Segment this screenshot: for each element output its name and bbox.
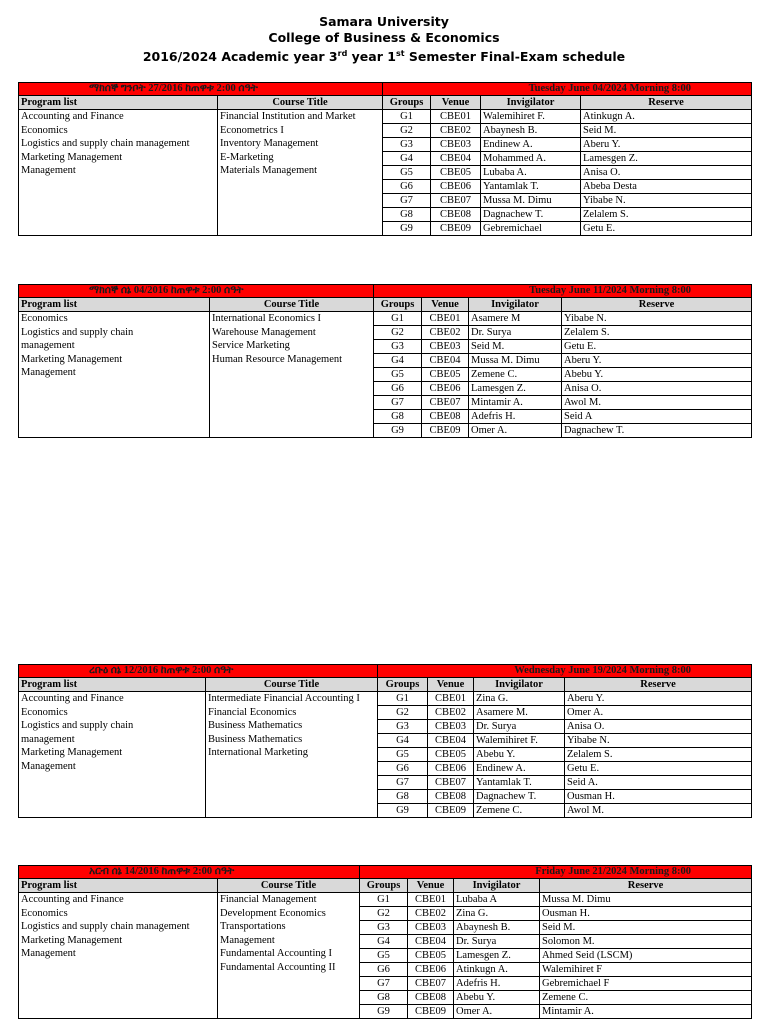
- table-row: [19, 893, 752, 907]
- group-cell: G5: [360, 949, 408, 963]
- gregorian-date: Tuesday June 11/2024 Morning 8:00: [374, 285, 752, 298]
- venue-cell: CBE06: [428, 762, 474, 776]
- group-cell: G9: [383, 222, 431, 236]
- reserve-cell: Abebu Y.: [562, 368, 752, 382]
- group-cell: G3: [374, 340, 422, 354]
- invigilator-cell: Zemene C.: [474, 804, 565, 818]
- reserve-cell: Lamesgen Z.: [581, 152, 752, 166]
- program-item: Logistics and supply chain management: [21, 921, 190, 932]
- invigilator-cell: Atinkugn A.: [454, 963, 540, 977]
- column-header-row: [19, 678, 752, 692]
- reserve-cell: Gebremichael F: [540, 977, 752, 991]
- venue-cell: CBE04: [431, 152, 481, 166]
- venue-cell: CBE02: [428, 706, 474, 720]
- col-header-program: Program list: [19, 678, 206, 692]
- group-cell: G6: [360, 963, 408, 977]
- group-cell: G8: [378, 790, 428, 804]
- group-cell: G1: [378, 692, 428, 706]
- reserve-cell: Seid A.: [565, 776, 752, 790]
- reserve-cell: Solomon M.: [540, 935, 752, 949]
- ethiopic-date: አርብ ሰኔ 14/2016 ከጠዋቱ 2:00 ሰዓት: [19, 866, 360, 879]
- group-cell: G4: [378, 734, 428, 748]
- group-cell: G7: [378, 776, 428, 790]
- exam-block-3: [18, 664, 751, 818]
- invigilator-cell: Abebu Y.: [474, 748, 565, 762]
- course-item: International Economics I: [212, 313, 322, 324]
- page-header: [0, 14, 768, 65]
- col-header-venue: Venue: [431, 96, 481, 110]
- col-header-groups: Groups: [360, 879, 408, 893]
- column-header-row: [19, 879, 752, 893]
- reserve-cell: Anisa O.: [562, 382, 752, 396]
- invigilator-cell: Omer A.: [454, 1005, 540, 1019]
- invigilator-cell: Mohammed A.: [481, 152, 581, 166]
- invigilator-cell: Dagnachew T.: [474, 790, 565, 804]
- group-cell: G3: [378, 720, 428, 734]
- invigilator-cell: Abaynesh B.: [454, 921, 540, 935]
- invigilator-cell: Dr. Surya: [454, 935, 540, 949]
- course-title-cell: [210, 312, 374, 438]
- invigilator-cell: Seid M.: [469, 340, 562, 354]
- invigilator-cell: Dr. Surya: [474, 720, 565, 734]
- col-header-course: Course Title: [218, 96, 383, 110]
- invigilator-cell: Endinew A.: [474, 762, 565, 776]
- program-item: Logistics and supply chain: [21, 326, 134, 338]
- exam-block-2: [18, 284, 751, 438]
- program-item: Management: [21, 165, 76, 176]
- invigilator-cell: Asamere M: [469, 312, 562, 326]
- course-item: Business Mathematics: [208, 720, 303, 731]
- program-item: Economics: [21, 124, 68, 136]
- venue-cell: CBE09: [428, 804, 474, 818]
- col-header-program: Program list: [19, 96, 218, 110]
- course-item: Development Economics: [220, 907, 326, 919]
- schedule-table: [18, 82, 752, 236]
- reserve-cell: Aberu Y.: [562, 354, 752, 368]
- reserve-cell: Yibabe N.: [565, 734, 752, 748]
- group-cell: G4: [383, 152, 431, 166]
- program-list-cell: [19, 110, 218, 236]
- program-item: Management: [21, 760, 76, 772]
- venue-cell: CBE05: [431, 166, 481, 180]
- reserve-cell: Getu E.: [565, 762, 752, 776]
- col-header-course: Course Title: [218, 879, 360, 893]
- invigilator-cell: Adefris H.: [454, 977, 540, 991]
- column-header-row: [19, 96, 752, 110]
- group-cell: G7: [383, 194, 431, 208]
- reserve-cell: Yibabe N.: [581, 194, 752, 208]
- course-item: Fundamental Accounting I: [220, 948, 332, 959]
- course-item: Financial Economics: [208, 706, 297, 718]
- invigilator-cell: Mintamir A.: [469, 396, 562, 410]
- university-title: Samara University: [319, 14, 449, 29]
- group-cell: G7: [360, 977, 408, 991]
- invigilator-cell: Zemene C.: [469, 368, 562, 382]
- invigilator-cell: Abebu Y.: [454, 991, 540, 1005]
- group-cell: G5: [383, 166, 431, 180]
- reserve-cell: Mussa M. Dimu: [540, 893, 752, 907]
- program-item: Management: [21, 948, 76, 959]
- invigilator-cell: Mussa M. Dimu: [481, 194, 581, 208]
- venue-cell: CBE08: [431, 208, 481, 222]
- program-item: Marketing Management: [21, 353, 123, 365]
- group-cell: G1: [374, 312, 422, 326]
- course-item: Econometrics I: [220, 124, 284, 136]
- invigilator-cell: Adefris H.: [469, 410, 562, 424]
- col-header-course: Course Title: [206, 678, 378, 692]
- program-item: Logistics and supply chain: [21, 720, 134, 731]
- col-header-venue: Venue: [408, 879, 454, 893]
- course-item: E-Marketing: [220, 151, 274, 163]
- schedule-table: [18, 865, 752, 1019]
- course-item: Fundamental Accounting II: [220, 961, 336, 973]
- ethiopic-date: ማክሰኞ ግንቦት 27/2016 ከጠዋቱ 2:00 ሰዓት: [19, 83, 383, 96]
- course-title-cell: [218, 893, 360, 1019]
- program-item: Marketing Management: [21, 934, 123, 946]
- date-row: [19, 665, 752, 678]
- ethiopic-date: ማክሰኞ ሰኔ 04/2016 ከጠዋቱ 2:00 ሰዓት: [19, 285, 374, 298]
- reserve-cell: Ousman H.: [565, 790, 752, 804]
- invigilator-cell: Yantamlak T.: [474, 776, 565, 790]
- col-header-reserve: Reserve: [581, 96, 752, 110]
- course-item: Warehouse Management: [212, 326, 316, 338]
- course-item: Service Marketing: [212, 340, 290, 351]
- reserve-cell: Zelalem S.: [565, 748, 752, 762]
- program-item: Accounting and Finance: [21, 693, 124, 704]
- column-header-row: [19, 298, 752, 312]
- col-header-reserve: Reserve: [565, 678, 752, 692]
- group-cell: G7: [374, 396, 422, 410]
- venue-cell: CBE05: [422, 368, 469, 382]
- venue-cell: CBE05: [408, 949, 454, 963]
- venue-cell: CBE07: [431, 194, 481, 208]
- group-cell: G9: [378, 804, 428, 818]
- gregorian-date: Wednesday June 19/2024 Morning 8:00: [378, 665, 752, 678]
- table-row: [19, 110, 752, 124]
- reserve-cell: Zelalem S.: [581, 208, 752, 222]
- schedule-table: [18, 664, 752, 818]
- course-item: Transportations: [220, 921, 286, 932]
- table-row: [19, 312, 752, 326]
- reserve-cell: Ahmed Seid (LSCM): [540, 949, 752, 963]
- invigilator-cell: Mussa M. Dimu: [469, 354, 562, 368]
- reserve-cell: Zemene C.: [540, 991, 752, 1005]
- group-cell: G9: [360, 1005, 408, 1019]
- venue-cell: CBE06: [431, 180, 481, 194]
- reserve-cell: Mintamir A.: [540, 1005, 752, 1019]
- reserve-cell: Dagnachew T.: [562, 424, 752, 438]
- group-cell: G6: [383, 180, 431, 194]
- venue-cell: CBE04: [422, 354, 469, 368]
- col-header-program: Program list: [19, 879, 218, 893]
- venue-cell: CBE07: [408, 977, 454, 991]
- venue-cell: CBE09: [431, 222, 481, 236]
- invigilator-cell: Asamere M.: [474, 706, 565, 720]
- col-header-invigilator: Invigilator: [481, 96, 581, 110]
- gregorian-date: Tuesday June 04/2024 Morning 8:00: [383, 83, 752, 96]
- program-item: Economics: [21, 706, 68, 718]
- col-header-course: Course Title: [210, 298, 374, 312]
- group-cell: G5: [378, 748, 428, 762]
- group-cell: G9: [374, 424, 422, 438]
- course-title-cell: [218, 110, 383, 236]
- college-title: College of Business & Economics: [268, 30, 500, 45]
- venue-cell: CBE03: [428, 720, 474, 734]
- invigilator-cell: Walemihiret F.: [481, 110, 581, 124]
- reserve-cell: Getu E.: [581, 222, 752, 236]
- venue-cell: CBE05: [428, 748, 474, 762]
- course-item: Human Resource Management: [212, 353, 343, 365]
- col-header-invigilator: Invigilator: [474, 678, 565, 692]
- col-header-venue: Venue: [422, 298, 469, 312]
- group-cell: G6: [378, 762, 428, 776]
- venue-cell: CBE04: [408, 935, 454, 949]
- venue-cell: CBE02: [408, 907, 454, 921]
- reserve-cell: Walemihiret F: [540, 963, 752, 977]
- program-item: Logistics and supply chain management: [21, 138, 190, 149]
- program-item: Accounting and Finance: [21, 111, 124, 122]
- venue-cell: CBE03: [422, 340, 469, 354]
- table-row: [19, 692, 752, 706]
- group-cell: G6: [374, 382, 422, 396]
- reserve-cell: Seid M.: [540, 921, 752, 935]
- venue-cell: CBE06: [422, 382, 469, 396]
- reserve-cell: Zelalem S.: [562, 326, 752, 340]
- reserve-cell: Ousman H.: [540, 907, 752, 921]
- col-header-groups: Groups: [378, 678, 428, 692]
- course-title-cell: [206, 692, 378, 818]
- venue-cell: CBE08: [408, 991, 454, 1005]
- group-cell: G2: [383, 124, 431, 138]
- invigilator-cell: Endinew A.: [481, 138, 581, 152]
- program-item: Management: [21, 367, 76, 378]
- course-item: Intermediate Financial Accounting I: [208, 693, 360, 704]
- invigilator-cell: Lubaba A.: [481, 166, 581, 180]
- invigilator-cell: Omer A.: [469, 424, 562, 438]
- invigilator-cell: Yantamlak T.: [481, 180, 581, 194]
- group-cell: G2: [374, 326, 422, 340]
- group-cell: G3: [383, 138, 431, 152]
- ethiopic-date: ረቡዕ ሰኔ 12/2016 ከጠዋቱ 2:00 ሰዓት: [19, 665, 378, 678]
- col-header-reserve: Reserve: [540, 879, 752, 893]
- group-cell: G8: [383, 208, 431, 222]
- schedule-table: [18, 284, 752, 438]
- col-header-program: Program list: [19, 298, 210, 312]
- invigilator-cell: Zina G.: [474, 692, 565, 706]
- reserve-cell: Yibabe N.: [562, 312, 752, 326]
- gregorian-date: Friday June 21/2024 Morning 8:00: [360, 866, 752, 879]
- course-item: Financial Management: [220, 894, 317, 905]
- invigilator-cell: Walemihiret F.: [474, 734, 565, 748]
- course-item: Management: [220, 934, 275, 946]
- invigilator-cell: Zina G.: [454, 907, 540, 921]
- reserve-cell: Omer A.: [565, 706, 752, 720]
- course-item: Materials Management: [220, 165, 318, 176]
- invigilator-cell: Lamesgen Z.: [454, 949, 540, 963]
- program-list-cell: [19, 312, 210, 438]
- venue-cell: CBE02: [422, 326, 469, 340]
- schedule-title: 2016/2024 Academic year 3rd year 1st Semester Final-Exam schedule: [142, 49, 626, 65]
- invigilator-cell: Dr. Surya: [469, 326, 562, 340]
- exam-block-4: [18, 865, 751, 1019]
- venue-cell: CBE07: [422, 396, 469, 410]
- invigilator-cell: Gebremichael: [481, 222, 581, 236]
- group-cell: G3: [360, 921, 408, 935]
- venue-cell: CBE02: [431, 124, 481, 138]
- venue-cell: CBE09: [408, 1005, 454, 1019]
- reserve-cell: Getu E.: [562, 340, 752, 354]
- course-item: Business Mathematics: [208, 733, 303, 745]
- group-cell: G2: [360, 907, 408, 921]
- col-header-reserve: Reserve: [562, 298, 752, 312]
- group-cell: G4: [374, 354, 422, 368]
- col-header-groups: Groups: [374, 298, 422, 312]
- group-cell: G5: [374, 368, 422, 382]
- group-cell: G4: [360, 935, 408, 949]
- program-item: management: [21, 733, 75, 745]
- venue-cell: CBE04: [428, 734, 474, 748]
- program-list-cell: [19, 893, 218, 1019]
- venue-cell: CBE08: [428, 790, 474, 804]
- course-item: Financial Institution and Market: [220, 111, 356, 122]
- venue-cell: CBE01: [422, 312, 469, 326]
- group-cell: G8: [360, 991, 408, 1005]
- program-list-cell: [19, 692, 206, 818]
- reserve-cell: Awol M.: [565, 804, 752, 818]
- program-item: Marketing Management: [21, 747, 123, 758]
- invigilator-cell: Dagnachew T.: [481, 208, 581, 222]
- program-item: Economics: [21, 907, 68, 919]
- program-item: Accounting and Finance: [21, 894, 124, 905]
- invigilator-cell: Lubaba A: [454, 893, 540, 907]
- date-row: [19, 285, 752, 298]
- course-item: Inventory Management: [220, 138, 319, 149]
- col-header-invigilator: Invigilator: [454, 879, 540, 893]
- venue-cell: CBE08: [422, 410, 469, 424]
- group-cell: G1: [383, 110, 431, 124]
- venue-cell: CBE06: [408, 963, 454, 977]
- reserve-cell: Abeba Desta: [581, 180, 752, 194]
- venue-cell: CBE01: [431, 110, 481, 124]
- program-item: Economics: [21, 313, 68, 324]
- reserve-cell: Awol M.: [562, 396, 752, 410]
- date-row: [19, 866, 752, 879]
- group-cell: G2: [378, 706, 428, 720]
- col-header-invigilator: Invigilator: [469, 298, 562, 312]
- reserve-cell: Anisa O.: [581, 166, 752, 180]
- venue-cell: CBE07: [428, 776, 474, 790]
- exam-block-1: [18, 82, 751, 236]
- venue-cell: CBE03: [408, 921, 454, 935]
- reserve-cell: Seid M.: [581, 124, 752, 138]
- venue-cell: CBE01: [428, 692, 474, 706]
- program-item: management: [21, 340, 75, 351]
- reserve-cell: Atinkugn A.: [581, 110, 752, 124]
- reserve-cell: Anisa O.: [565, 720, 752, 734]
- venue-cell: CBE09: [422, 424, 469, 438]
- venue-cell: CBE01: [408, 893, 454, 907]
- reserve-cell: Seid A: [562, 410, 752, 424]
- col-header-venue: Venue: [428, 678, 474, 692]
- program-item: Marketing Management: [21, 151, 123, 163]
- venue-cell: CBE03: [431, 138, 481, 152]
- reserve-cell: Aberu Y.: [565, 692, 752, 706]
- group-cell: G1: [360, 893, 408, 907]
- invigilator-cell: Lamesgen Z.: [469, 382, 562, 396]
- col-header-groups: Groups: [383, 96, 431, 110]
- group-cell: G8: [374, 410, 422, 424]
- invigilator-cell: Abaynesh B.: [481, 124, 581, 138]
- date-row: [19, 83, 752, 96]
- course-item: International Marketing: [208, 747, 309, 758]
- reserve-cell: Aberu Y.: [581, 138, 752, 152]
